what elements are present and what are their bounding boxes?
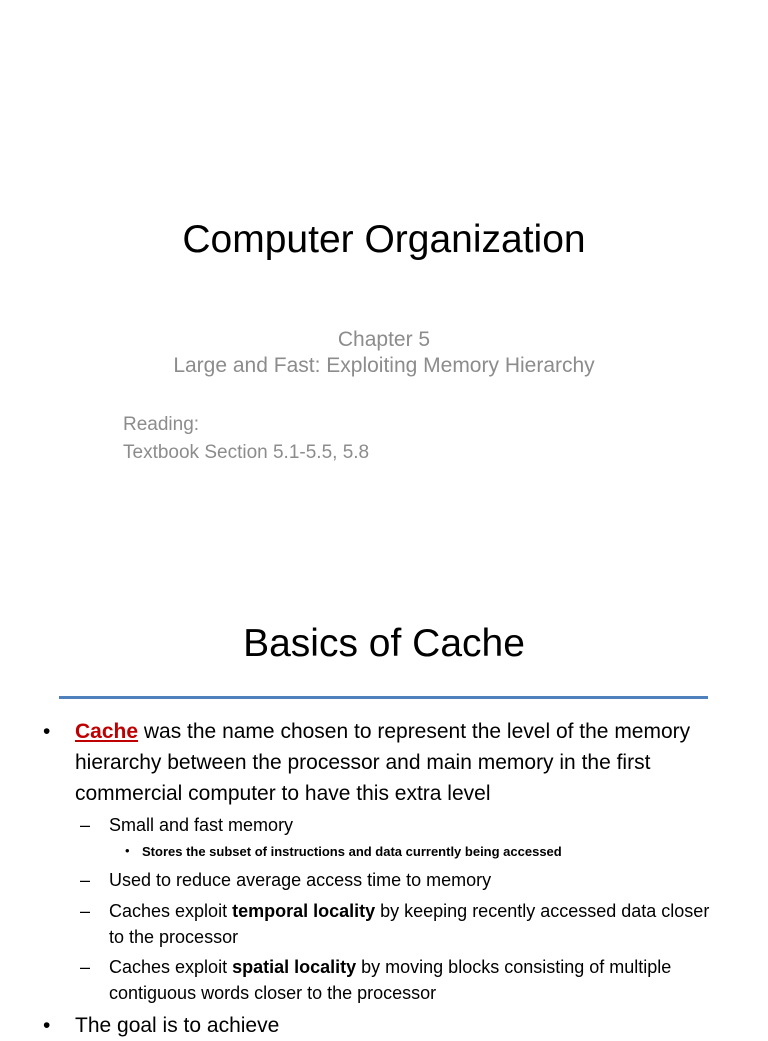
spatial-locality-term: spatial locality [232, 957, 357, 977]
text-run: by moving blocks consisting of multiple contiguous words closer to the processor [109, 957, 672, 1003]
sub-bullet-text [109, 954, 729, 1006]
chapter-label: Chapter 5 [337, 328, 431, 351]
reading-label: Reading: [123, 414, 200, 435]
text-run: Caches exploit [109, 957, 233, 977]
slide-title: Computer Organization [182, 218, 586, 261]
sub-bullet-text [109, 898, 729, 950]
chapter-subtitle: Large and Fast: Exploiting Memory Hierarchy [173, 354, 595, 377]
dash-icon: – [80, 901, 91, 921]
dash-icon: – [80, 815, 91, 835]
dash-icon: – [80, 957, 91, 977]
temporal-locality-term: temporal locality [232, 901, 376, 921]
sub-sub-bullet-text: Stores the subset of instructions and data currently being accessed [142, 844, 562, 859]
bullet-text [75, 716, 743, 809]
reading-text: Textbook Section 5.1-5.5, 5.8 [123, 442, 370, 463]
bullet-body: was the name chosen to represent the level of the memory hierarchy between the processor and main memory in the first commercial computer to have this extra level [75, 720, 691, 805]
title-underline-rule [59, 696, 708, 699]
text-run: Caches exploit [109, 901, 233, 921]
bullet-dot-icon: • [43, 720, 51, 743]
bullet-dot-icon: • [43, 1014, 51, 1037]
bullet-dot-icon: • [125, 843, 130, 858]
text-run: by keeping recently accessed data closer to the processor [109, 901, 710, 947]
bullet-text: The goal is to achieve [75, 1014, 280, 1037]
sub-bullet-text: Used to reduce average access time to memory [109, 870, 492, 890]
sub-bullet-text: Small and fast memory [109, 815, 294, 835]
cache-keyword: Cache [75, 720, 139, 743]
reading-block [123, 411, 369, 467]
slide-title-cache: Basics of Cache [243, 622, 525, 665]
dash-icon: – [80, 870, 91, 890]
